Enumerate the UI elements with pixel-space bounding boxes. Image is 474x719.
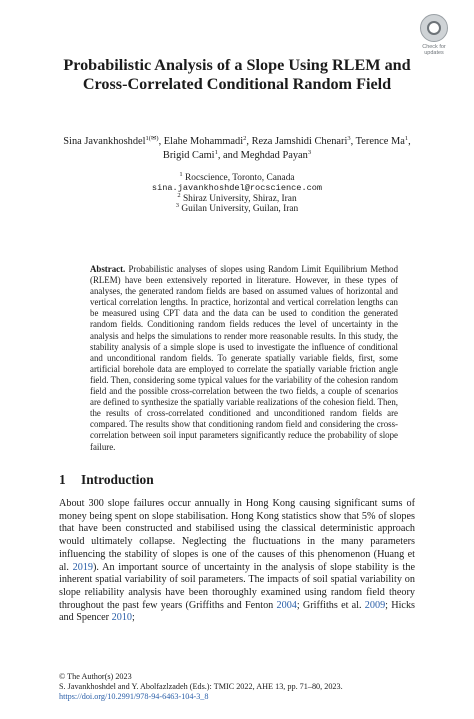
author-name: Terence Ma bbox=[355, 136, 405, 147]
author-affiliation-mark: 1 bbox=[404, 135, 409, 142]
citation-link[interactable]: 2019 bbox=[72, 561, 93, 573]
author-name: Elahe Mohammadi bbox=[163, 136, 244, 147]
citation-link[interactable]: 2009 bbox=[364, 599, 386, 611]
section-title: Introduction bbox=[81, 472, 154, 487]
publication-citation: S. Javankhoshdel and Y. Abolfazlzadeh (Eds.): TMIC 2022, AHE 13, pp. 71–80, 2023. bbox=[59, 682, 343, 691]
affiliation-list bbox=[40, 173, 434, 215]
affiliation-item: $^2$ Shiraz University, Shiraz, Iran bbox=[177, 191, 297, 204]
affiliation-item: $^3$ Guilan University, Guilan, Iran bbox=[175, 202, 299, 215]
corresponding-email[interactable]: sina.javankhoshdel@rocscience.com bbox=[151, 183, 323, 194]
author-affiliation-mark: 1 bbox=[214, 148, 218, 156]
citation-link[interactable]: 2004 bbox=[276, 599, 297, 611]
check-for-updates-label: Check for updates bbox=[422, 44, 446, 56]
author-affiliation-mark: 1(✉) bbox=[145, 135, 159, 142]
author-affiliation-mark: 3 bbox=[307, 148, 312, 156]
section-heading bbox=[59, 472, 154, 488]
author-name: Meghdad Payan bbox=[240, 149, 308, 161]
author-name: Sina Javankhoshdel bbox=[63, 136, 146, 147]
paper-title: Probabilistic Analysis of a Slope Using RLEM and Cross-Correlated Conditional Random Field bbox=[63, 56, 411, 93]
affiliation-item: $^1$ Rocscience, Toronto, Canada bbox=[179, 171, 295, 183]
abstract-label: Abstract. bbox=[90, 264, 126, 274]
author-name: Reza Jamshidi Chenari bbox=[251, 136, 348, 147]
section-number: 1 bbox=[59, 472, 66, 487]
citation-link[interactable]: 2010 bbox=[111, 612, 132, 624]
author-affiliation-mark: 3 bbox=[347, 135, 351, 142]
abstract-text: Probabilistic analyses of slopes using Random Limit Equilibrium Method (RLEM) have been extensively reported in literature. However, in these types of analyses, the generated random fields are based on assumed values of horizontal and vertical correlation lengths. In practice, horizontal and vertical correlation lengths can be measured using CPT data and the data can be used to condition the generated random fields. Conditioning random fields reduces the level of uncertainty in the analysis and helps the simulations to render more reasonable results. In this study, the stability analysis of a simple slope is used to investigate the influence of conditional and unconditional random fields. To generate spatially variable fields, first, some artificial borehole data are employed to correlate the spatially variable friction angle field. Then, considering some typical values for the variability of the cohesion random field and the possible cross-correlation between the two fields, a couple of scenarios are defined to synthesize the spatially variable realizations of the cohesion field. Then, the results of cross-correlated conditioned and unconditioned random fields are compared. The results show that conditioning random field and considering the cross-correlation between soil input parameters significantly reduce the probability of slope failure. bbox=[90, 264, 399, 452]
author-list: Sina Javankhoshdel$^{1(✉)}$, Elahe Mohammadi$^2$, Reza Jamshidi Chenari$^3$, Terence Ma$^1$, Brigid Cami$^1$, and Meghdad Payan$^3$ bbox=[63, 135, 411, 161]
page-footer bbox=[59, 672, 419, 702]
abstract bbox=[90, 264, 398, 453]
copyright-notice: © The Author(s) 2023 bbox=[59, 672, 132, 681]
author-affiliation-mark: 2 bbox=[243, 135, 247, 142]
check-for-updates-badge[interactable] bbox=[416, 14, 452, 56]
introduction-paragraph: About 300 slope failures occur annually in Hong Kong causing significant sums of money being spent on slope stabilisation. Hong Kong statistics show that 5% of slopes that have been constructed and stabilised using the classical deterministic approach would ultimately collapse. Neglecting the fluctuations in the many parameters influencing the stability of slopes is one of the causes of this phenomenon (Huang et al. 2019). An important source of uncertainty in the analysis of slope stability is the inherent spatial variability of soil parameters. The impacts of soil spatial variability on slope reliability analysis have been thoroughly examined using random field theory throughout the past few years (Griffiths and Fenton 2004; Griffiths et al. 2009; Hicks and Spencer 2010; bbox=[59, 498, 416, 624]
check-for-updates-icon bbox=[420, 14, 448, 42]
author-name: Brigid Cami bbox=[162, 149, 215, 161]
doi-link[interactable]: https://doi.org/10.2991/978-94-6463-104-3_8 bbox=[59, 692, 209, 701]
